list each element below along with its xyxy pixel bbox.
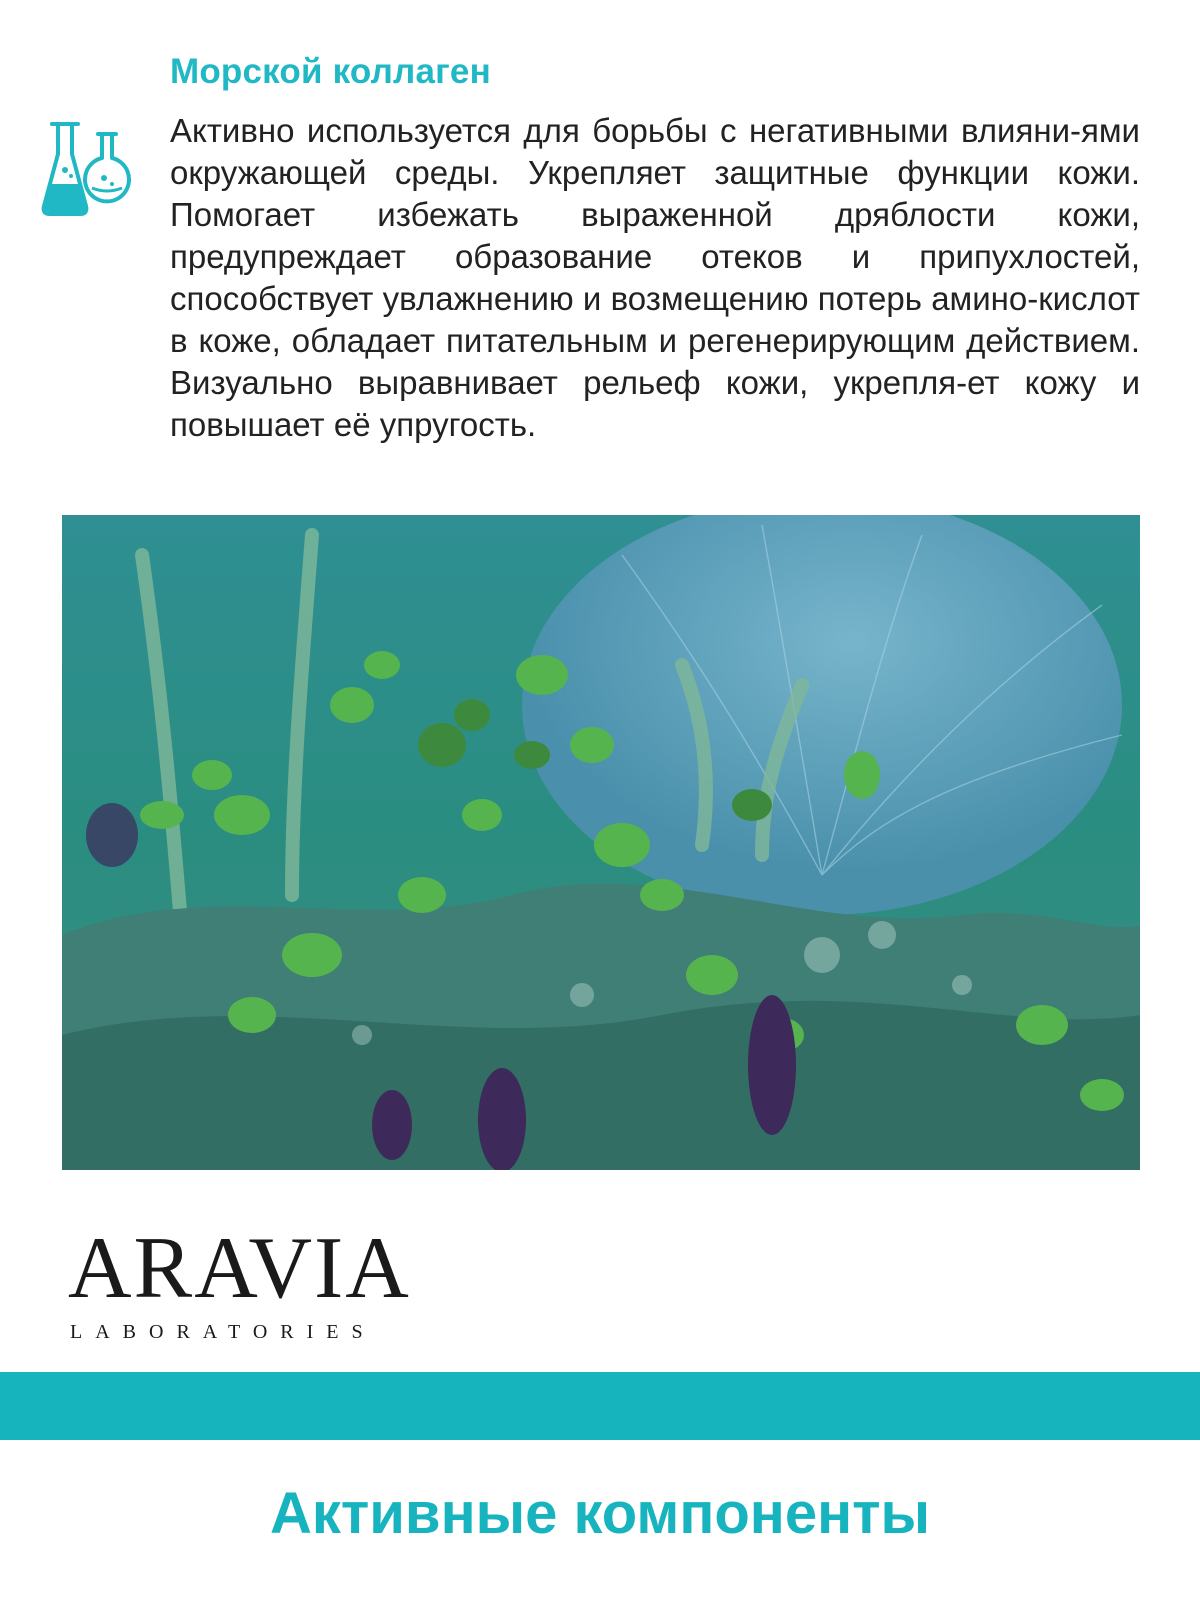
chemistry-flasks-icon — [38, 118, 148, 228]
brand-name: ARAVIA — [68, 1220, 411, 1317]
underwater-seaweed-photo — [62, 515, 1140, 1170]
section-description: Активно используется для борьбы с негативными влияни-ями окружающей среды. Укрепляет защитные функции кожи. Помогает избежать выраженной дряблости кожи, предупреждает образование отеков и припухлостей, способствует увлажнению и возмещению потерь амино-кислот в коже, обладает питательным и регенерирующим действием. Визуально выравнивает рельеф кожи, укрепля-ет кожу и повышает её упругость. — [170, 112, 1140, 443]
accent-band — [0, 1372, 1200, 1440]
aravia-logo — [68, 1220, 428, 1345]
footer-title: Активные компоненты — [269, 1481, 931, 1546]
section-title: Морской коллаген — [170, 52, 491, 91]
brand-subtitle: LABORATORIES — [70, 1321, 376, 1343]
